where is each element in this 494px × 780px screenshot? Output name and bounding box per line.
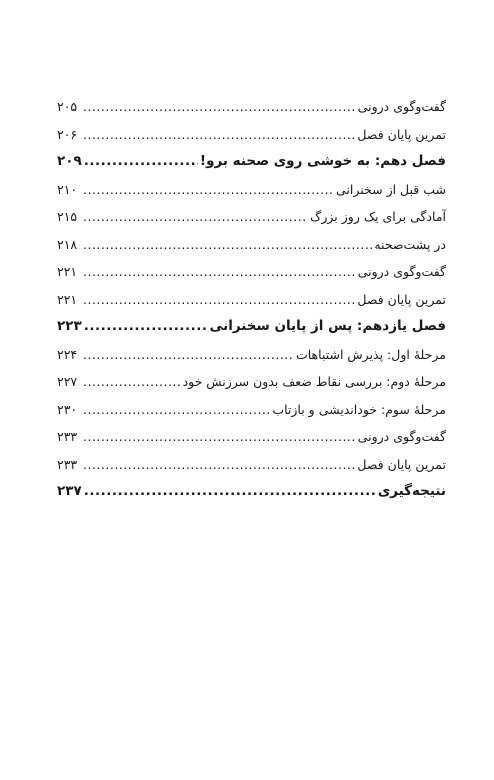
toc-entry-title: فصل یازدهم: پس از پایان سخنرانی (209, 318, 446, 334)
toc-entry[interactable] (57, 451, 446, 479)
dot-leader (83, 203, 308, 231)
toc-entry-page: ۲۲۳ (57, 318, 82, 334)
toc-entry[interactable] (57, 93, 446, 121)
toc-entry-title: گفت‌وگوی درونی (357, 264, 446, 279)
toc-entry-page: ۲۰۹ (57, 153, 82, 169)
dot-leader (83, 286, 355, 314)
toc-entry[interactable] (57, 258, 446, 286)
dot-leader (83, 396, 270, 424)
toc-entry-page: ۲۳۰ (57, 401, 78, 417)
toc-entry-page: ۲۳۳ (57, 456, 78, 472)
toc-entry-page: ۲۰۵ (57, 99, 78, 114)
toc-entry[interactable] (57, 203, 446, 231)
toc-entry-page: ۲۲۷ (57, 374, 78, 389)
toc-chapter-heading[interactable] (57, 478, 446, 506)
dot-leader (83, 93, 356, 121)
dot-leader (84, 478, 376, 506)
toc-entry-page: ۲۲۱ (57, 291, 78, 307)
toc-entry-title: گفت‌وگوی درونی (357, 429, 446, 444)
toc-chapter-heading[interactable] (57, 148, 446, 176)
toc-entry-title: آمادگی برای یک روز بزرگ (310, 209, 446, 224)
toc-entry-page: ۲۱۸ (57, 236, 78, 252)
toc-entry-title: تمرین پایان فصل (357, 126, 446, 142)
dot-leader (83, 451, 355, 479)
toc-entry-page: ۲۰۶ (57, 126, 78, 142)
toc-entry-page: ۲۱۰ (57, 181, 78, 197)
toc-chapter-heading[interactable] (57, 313, 446, 341)
toc-entry-title: تمرین پایان فصل (357, 291, 446, 307)
toc-entry[interactable] (57, 286, 446, 314)
dot-leader (83, 176, 334, 204)
toc-entry[interactable] (57, 368, 446, 396)
toc-entry-title: گفت‌وگوی درونی (357, 99, 446, 114)
toc-entry-page: ۲۲۱ (57, 264, 78, 279)
toc-entry[interactable] (57, 231, 446, 259)
dot-leader (83, 231, 372, 259)
dot-leader (83, 368, 181, 396)
toc-entry-title: مرحلهٔ اول: پذیرش اشتباهات (295, 346, 446, 362)
toc-entry-title: مرحلهٔ دوم: بررسی نقاط ضعف بدون سرزنش خود (182, 374, 446, 389)
dot-leader (83, 121, 355, 149)
table-of-contents (57, 93, 446, 506)
toc-entry[interactable] (57, 176, 446, 204)
dot-leader (83, 258, 356, 286)
toc-entry-title: نتیجه‌گیری (377, 483, 446, 499)
toc-entry-title: مرحلهٔ سوم: خوداندیشی و بازتاب (272, 401, 446, 417)
toc-entry-page: ۲۱۵ (57, 209, 78, 224)
toc-entry-title: شب قبل از سخنرانی (336, 181, 446, 197)
dot-leader (83, 423, 356, 451)
toc-entry-title: فصل دهم: به خوشی روی صحنه برو! (199, 153, 446, 169)
toc-entry[interactable] (57, 423, 446, 451)
toc-entry-title: در پشت‌صحنه (374, 236, 446, 252)
toc-entry[interactable] (57, 121, 446, 149)
toc-entry-title: تمرین پایان فصل (357, 456, 446, 472)
toc-entry-page: ۲۳۳ (57, 429, 78, 444)
toc-entry-page: ۲۳۷ (57, 483, 82, 499)
toc-entry[interactable] (57, 396, 446, 424)
toc-entry[interactable] (57, 341, 446, 369)
dot-leader (84, 313, 208, 341)
toc-entry-page: ۲۲۴ (57, 346, 78, 362)
dot-leader (83, 341, 294, 369)
dot-leader (84, 148, 198, 176)
